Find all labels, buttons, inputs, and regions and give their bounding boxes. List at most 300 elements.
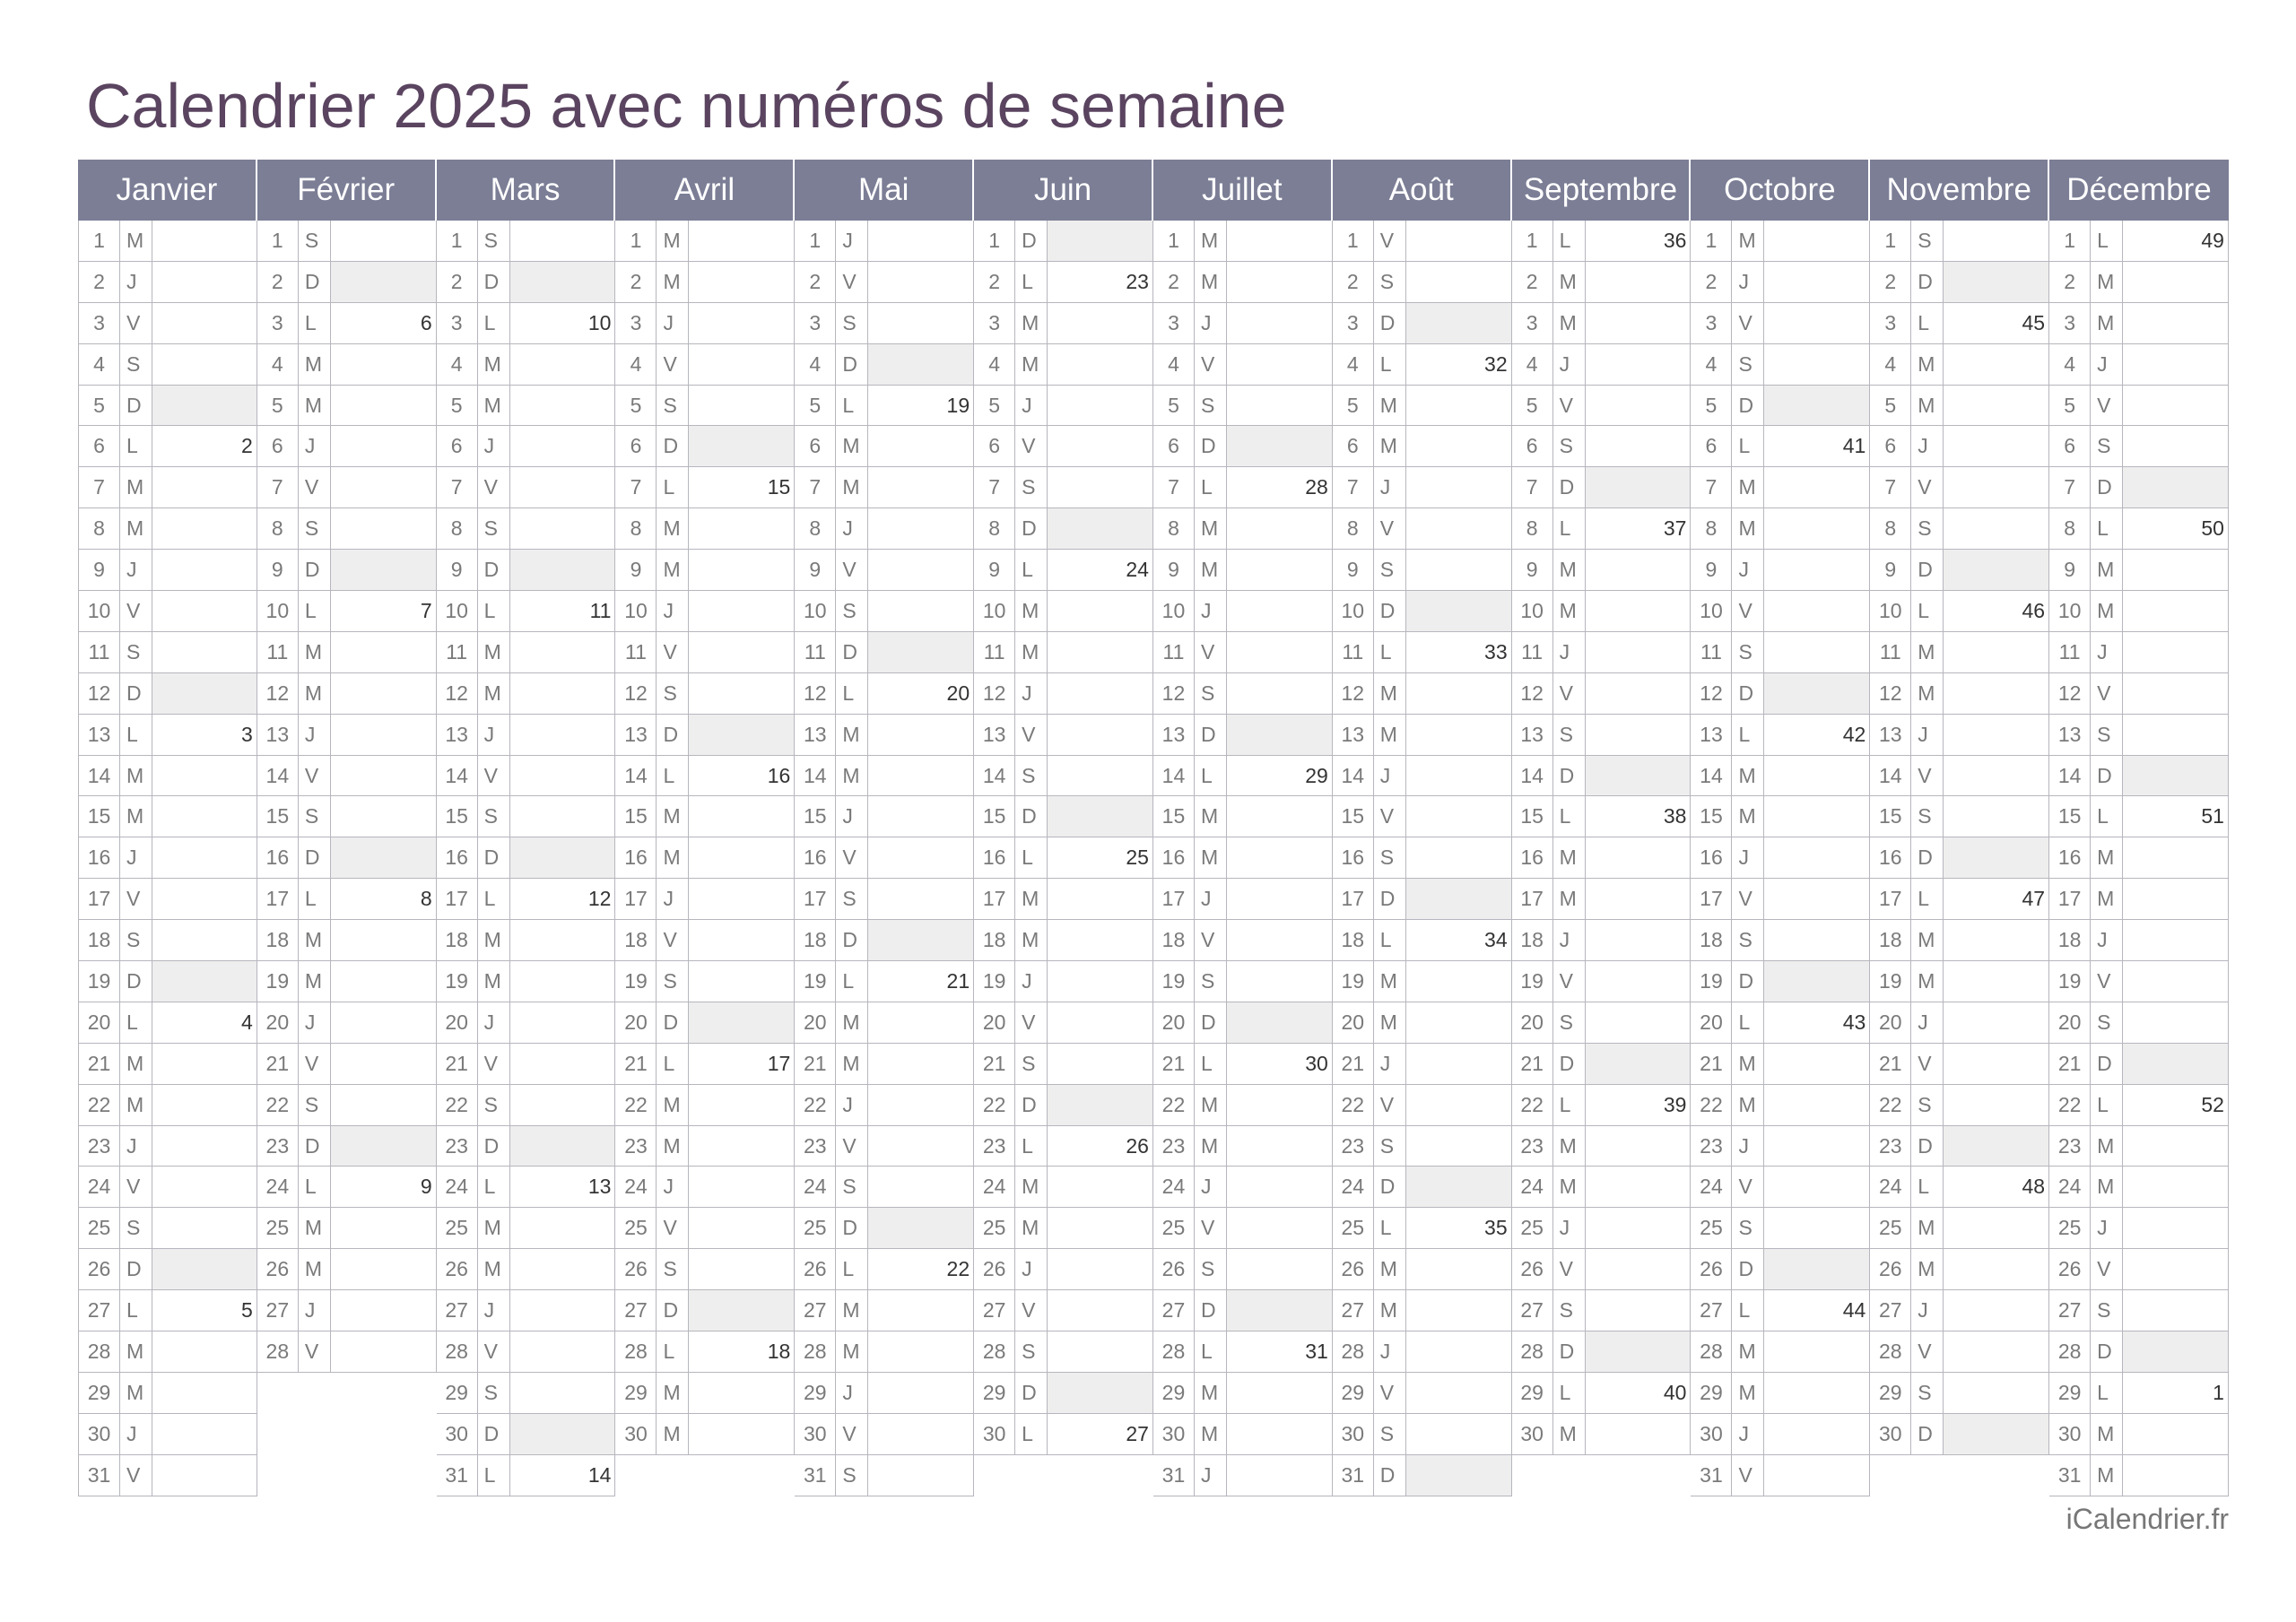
day-number: 30: [79, 1414, 120, 1454]
weekday-letter: S: [1374, 1126, 1406, 1167]
day-number: 21: [1691, 1044, 1732, 1084]
day-number: 1: [974, 221, 1015, 261]
week-number: [152, 879, 257, 919]
weekday-letter: J: [299, 1002, 331, 1043]
week-number: [1406, 386, 1511, 426]
week-number: [689, 1002, 794, 1043]
day-row: [78, 1085, 257, 1126]
day-row: [2049, 221, 2229, 262]
week-number: [1586, 1044, 1691, 1084]
day-number: 27: [615, 1290, 657, 1331]
day-number: 19: [1870, 961, 1911, 1002]
day-row: [1153, 1002, 1333, 1044]
day-row: [795, 715, 974, 756]
day-row: [1512, 262, 1692, 303]
day-row: [615, 673, 795, 715]
day-number: 19: [2049, 961, 2091, 1002]
day-number: 8: [1691, 508, 1732, 549]
day-number: 17: [437, 879, 478, 919]
day-number: 5: [615, 386, 657, 426]
day-row: [1333, 591, 1512, 632]
day-number: 19: [615, 961, 657, 1002]
week-number: [331, 1208, 436, 1248]
day-row: [1691, 1002, 1870, 1044]
day-row: [1153, 1085, 1333, 1126]
weekday-letter: M: [1374, 1002, 1406, 1043]
day-row: [437, 303, 616, 344]
weekday-letter: D: [1732, 386, 1764, 426]
week-number: [868, 426, 973, 466]
day-number: 22: [1153, 1085, 1195, 1125]
day-row: [1512, 1331, 1692, 1373]
weekday-letter: L: [1911, 303, 1944, 343]
day-number: 31: [1333, 1455, 1374, 1496]
weekday-letter: J: [1732, 1414, 1764, 1454]
weekday-letter: M: [836, 1331, 868, 1372]
day-row: [257, 344, 437, 386]
weekday-letter: D: [1195, 1002, 1227, 1043]
weekday-letter: S: [836, 1167, 868, 1207]
week-number: [2123, 1126, 2228, 1167]
day-row: [2049, 1290, 2229, 1331]
week-number: [331, 1249, 436, 1289]
day-number: 14: [795, 756, 836, 796]
day-row: [795, 1331, 974, 1373]
weekday-letter: V: [1195, 632, 1227, 672]
week-number: [1406, 1044, 1511, 1084]
weekday-letter: L: [299, 591, 331, 631]
day-number: 12: [795, 673, 836, 714]
weekday-letter: V: [1553, 961, 1586, 1002]
day-number: 3: [437, 303, 478, 343]
day-number: 31: [795, 1455, 836, 1496]
weekday-letter: L: [657, 1044, 689, 1084]
weekday-letter: L: [836, 673, 868, 714]
week-number: [1764, 344, 1869, 385]
day-number: 25: [79, 1208, 120, 1248]
week-number: 13: [587, 1175, 612, 1199]
weekday-letter: V: [1015, 715, 1048, 755]
day-number: 20: [257, 1002, 299, 1043]
week-number: [868, 1126, 973, 1167]
day-number: 25: [1691, 1208, 1732, 1248]
weekday-letter: S: [836, 591, 868, 631]
day-row: [2049, 837, 2229, 879]
week-number: [1227, 591, 1332, 631]
week-number: 45: [2022, 310, 2046, 334]
week-number: [1406, 221, 1511, 261]
week-number: [1586, 1167, 1691, 1207]
week-number: [1406, 715, 1511, 755]
day-row: [257, 262, 437, 303]
weekday-letter: V: [1732, 303, 1764, 343]
day-row: [1153, 715, 1333, 756]
day-row: [437, 467, 616, 508]
week-number: [689, 303, 794, 343]
day-number: 9: [615, 550, 657, 590]
week-number: [2123, 1290, 2228, 1331]
day-number: 9: [437, 550, 478, 590]
week-number: [1227, 426, 1332, 466]
weekday-letter: M: [2091, 303, 2123, 343]
weekday-letter: L: [1374, 920, 1406, 960]
week-number: [1227, 221, 1332, 261]
weekday-letter: S: [836, 1455, 868, 1496]
day-row: [2049, 961, 2229, 1002]
day-number: 25: [2049, 1208, 2091, 1248]
day-row: [1333, 796, 1512, 837]
day-row: [615, 879, 795, 920]
week-number: [510, 426, 615, 466]
day-row: [1691, 262, 1870, 303]
day-row: [974, 550, 1153, 591]
day-number: 12: [1333, 673, 1374, 714]
day-number: 8: [974, 508, 1015, 549]
weekday-letter: V: [836, 1414, 868, 1454]
day-row: [1333, 550, 1512, 591]
week-number: [1586, 961, 1691, 1002]
month-column: [615, 221, 795, 1496]
week-number: [868, 1208, 973, 1248]
day-row: [437, 1290, 616, 1331]
weekday-letter: J: [1911, 715, 1944, 755]
day-row: [974, 1414, 1153, 1455]
week-number: [689, 550, 794, 590]
weekday-letter: V: [1911, 1044, 1944, 1084]
day-row: [1512, 221, 1692, 262]
day-number: 4: [615, 344, 657, 385]
day-number: 19: [795, 961, 836, 1002]
week-number: [868, 262, 973, 302]
weekday-letter: L: [1195, 756, 1227, 796]
week-number: [1227, 1208, 1332, 1248]
day-row: [78, 1373, 257, 1414]
day-number: 3: [974, 303, 1015, 343]
day-row: [615, 961, 795, 1002]
day-number: 23: [2049, 1126, 2091, 1167]
weekday-letter: M: [2091, 1126, 2123, 1167]
weekday-letter: L: [1374, 1208, 1406, 1248]
day-row: [795, 1044, 974, 1085]
day-number: 28: [615, 1331, 657, 1372]
weekday-letter: M: [1911, 1208, 1944, 1248]
day-number: 4: [1333, 344, 1374, 385]
day-number: 14: [1870, 756, 1911, 796]
day-number: 4: [1870, 344, 1911, 385]
day-number: 6: [1333, 426, 1374, 466]
week-number: [331, 1085, 436, 1125]
day-number: 21: [1153, 1044, 1195, 1084]
week-number: [1406, 1414, 1511, 1454]
day-row: [2049, 879, 2229, 920]
weekday-letter: D: [1553, 1331, 1586, 1372]
weekday-letter: M: [299, 961, 331, 1002]
week-number: 47: [2022, 887, 2046, 911]
week-number: 21: [946, 968, 970, 993]
day-number: 15: [1333, 796, 1374, 837]
week-number: [2123, 426, 2228, 466]
weekday-letter: M: [1553, 591, 1586, 631]
day-row: [437, 1085, 616, 1126]
day-number: 24: [1333, 1167, 1374, 1207]
day-row: [1512, 1208, 1692, 1249]
weekday-letter: M: [1374, 961, 1406, 1002]
day-number: 16: [795, 837, 836, 878]
weekday-letter: J: [1553, 920, 1586, 960]
day-row: [78, 550, 257, 591]
week-number: [1586, 632, 1691, 672]
weekday-letter: D: [1015, 1085, 1048, 1125]
day-number: 26: [437, 1249, 478, 1289]
week-number: [2123, 1044, 2228, 1084]
week-number: [868, 508, 973, 549]
week-number: [510, 1331, 615, 1372]
week-number: [689, 1167, 794, 1207]
day-number: 4: [1691, 344, 1732, 385]
day-number: 27: [257, 1290, 299, 1331]
weekday-letter: M: [1732, 467, 1764, 507]
week-number: [152, 961, 257, 1002]
week-number: [2123, 1208, 2228, 1248]
weekday-letter: S: [1732, 1208, 1764, 1248]
weekday-letter: V: [657, 632, 689, 672]
weekday-letter: S: [1911, 508, 1944, 549]
weekday-letter: M: [1195, 1373, 1227, 1413]
week-number: [152, 1208, 257, 1248]
day-row: [1333, 1414, 1512, 1455]
day-row: [1691, 1249, 1870, 1290]
day-number: 6: [257, 426, 299, 466]
weekday-letter: M: [120, 796, 152, 837]
weekday-letter: M: [299, 920, 331, 960]
day-row: [795, 632, 974, 673]
day-number: 11: [257, 632, 299, 672]
day-number: 29: [795, 1373, 836, 1413]
weekday-letter: V: [657, 344, 689, 385]
day-row: [615, 303, 795, 344]
day-row: [78, 221, 257, 262]
day-number: 4: [257, 344, 299, 385]
day-number: 20: [1512, 1002, 1553, 1043]
week-number: [689, 920, 794, 960]
week-number: [689, 961, 794, 1002]
day-number: 24: [1870, 1167, 1911, 1207]
month-column: [1512, 221, 1692, 1496]
week-number: 23: [1126, 269, 1149, 293]
day-row: [974, 1373, 1153, 1414]
day-row: [1512, 1167, 1692, 1208]
day-number: 18: [1870, 920, 1911, 960]
week-number: [152, 837, 257, 878]
weekday-letter: M: [478, 632, 510, 672]
week-number: [1406, 756, 1511, 796]
weekday-letter: D: [1015, 508, 1048, 549]
day-number: 1: [79, 221, 120, 261]
day-number: 13: [1153, 715, 1195, 755]
day-number: 25: [1870, 1208, 1911, 1248]
weekday-letter: J: [1553, 344, 1586, 385]
day-row: [1512, 673, 1692, 715]
weekday-letter: D: [1553, 1044, 1586, 1084]
day-number: 19: [1512, 961, 1553, 1002]
week-number: [510, 1085, 615, 1125]
week-number: [1406, 1455, 1511, 1496]
weekday-letter: M: [1195, 262, 1227, 302]
day-row: [2049, 673, 2229, 715]
week-number: [1406, 1002, 1511, 1043]
week-number: [1048, 1085, 1152, 1125]
week-number: [1406, 303, 1511, 343]
weekday-letter: D: [1015, 1373, 1048, 1413]
day-number: 19: [257, 961, 299, 1002]
day-row: [1870, 1414, 2049, 1455]
day-number: 5: [795, 386, 836, 426]
week-number: [689, 1414, 794, 1454]
day-row: [1691, 1167, 1870, 1208]
weekday-letter: M: [2091, 1455, 2123, 1496]
weekday-letter: D: [120, 386, 152, 426]
week-number: [1048, 1167, 1152, 1207]
day-row: [1691, 1455, 1870, 1496]
week-number: [1406, 673, 1511, 714]
week-number: [510, 386, 615, 426]
month-header: Juin: [974, 160, 1153, 221]
day-number: 13: [1870, 715, 1911, 755]
day-number: 17: [1691, 879, 1732, 919]
week-number: [510, 1373, 615, 1413]
week-number: [331, 1331, 436, 1372]
weekday-letter: J: [478, 1290, 510, 1331]
week-number: [152, 1044, 257, 1084]
week-number: [1227, 920, 1332, 960]
weekday-letter: L: [478, 879, 510, 919]
weekday-letter: V: [1195, 344, 1227, 385]
weekday-letter: S: [1553, 1002, 1586, 1043]
day-number: 20: [437, 1002, 478, 1043]
day-number: 8: [1512, 508, 1553, 549]
weekday-letter: L: [1015, 1414, 1048, 1454]
day-row: [1333, 673, 1512, 715]
weekday-letter: D: [1553, 467, 1586, 507]
weekday-letter: M: [1015, 591, 1048, 631]
day-row: [1512, 796, 1692, 837]
day-number: 27: [1691, 1290, 1732, 1331]
day-number: 30: [1333, 1414, 1374, 1454]
day-number: 27: [974, 1290, 1015, 1331]
day-number: 7: [79, 467, 120, 507]
week-number: [1944, 796, 2048, 837]
weekday-letter: M: [836, 715, 868, 755]
week-number: [1586, 879, 1691, 919]
day-number: 7: [1691, 467, 1732, 507]
day-row: [1153, 467, 1333, 508]
day-number: 12: [974, 673, 1015, 714]
day-row: [974, 467, 1153, 508]
weekday-letter: L: [1553, 796, 1586, 837]
weekday-letter: V: [657, 1208, 689, 1248]
week-number: [1944, 1044, 2048, 1084]
weekday-letter: S: [120, 632, 152, 672]
week-number: [1406, 1373, 1511, 1413]
day-number: 29: [79, 1373, 120, 1413]
day-row: [2049, 920, 2229, 961]
week-number: 10: [587, 310, 612, 334]
weekday-letter: M: [1911, 386, 1944, 426]
week-number: [331, 467, 436, 507]
day-number: 1: [795, 221, 836, 261]
weekday-letter: M: [1911, 1249, 1944, 1289]
day-number: 14: [79, 756, 120, 796]
week-number: [2123, 1455, 2228, 1496]
day-number: 19: [1153, 961, 1195, 1002]
week-number: [510, 1414, 615, 1454]
day-number: 25: [1512, 1208, 1553, 1248]
week-number: [1048, 1290, 1152, 1331]
day-number: 14: [1333, 756, 1374, 796]
day-row: [1333, 1331, 1512, 1373]
day-row: [437, 1414, 616, 1455]
weekday-letter: M: [657, 550, 689, 590]
day-row: [78, 467, 257, 508]
weekday-letter: S: [657, 386, 689, 426]
weekday-letter: D: [1015, 221, 1048, 261]
weekday-letter: D: [1374, 879, 1406, 919]
weekday-letter: V: [478, 467, 510, 507]
day-row: [437, 221, 616, 262]
weekday-letter: S: [2091, 715, 2123, 755]
week-number: [1944, 1414, 2048, 1454]
weekday-letter: L: [120, 1002, 152, 1043]
day-number: 12: [1870, 673, 1911, 714]
week-number: [510, 1002, 615, 1043]
day-row: [1870, 508, 2049, 550]
day-number: 12: [79, 673, 120, 714]
day-row: [615, 632, 795, 673]
weekday-letter: M: [1732, 796, 1764, 837]
week-number: [1227, 386, 1332, 426]
day-number: 10: [2049, 591, 2091, 631]
day-number: 29: [1333, 1373, 1374, 1413]
month-header: Février: [257, 160, 437, 221]
weekday-letter: V: [1195, 1208, 1227, 1248]
day-row: [2049, 715, 2229, 756]
day-row: [615, 1085, 795, 1126]
day-row: [974, 920, 1153, 961]
week-number: [2123, 386, 2228, 426]
weekday-letter: M: [299, 386, 331, 426]
weekday-letter: D: [1374, 591, 1406, 631]
day-row: [1333, 715, 1512, 756]
week-number: [1764, 221, 1869, 261]
day-number: 6: [1870, 426, 1911, 466]
week-number: [1764, 837, 1869, 878]
week-number: [1764, 1208, 1869, 1248]
day-number: 22: [2049, 1085, 2091, 1125]
day-row: [615, 756, 795, 797]
day-number: 7: [1512, 467, 1553, 507]
weekday-letter: D: [1911, 1126, 1944, 1167]
day-number: 8: [1333, 508, 1374, 549]
day-row: [974, 673, 1153, 715]
day-number: 19: [1691, 961, 1732, 1002]
day-row: [1870, 1044, 2049, 1085]
day-row: [615, 344, 795, 386]
week-number: [1944, 1085, 2048, 1125]
week-number: [331, 550, 436, 590]
month-header: Septembre: [1512, 160, 1692, 221]
day-number: 16: [1691, 837, 1732, 878]
day-row: [1870, 467, 2049, 508]
